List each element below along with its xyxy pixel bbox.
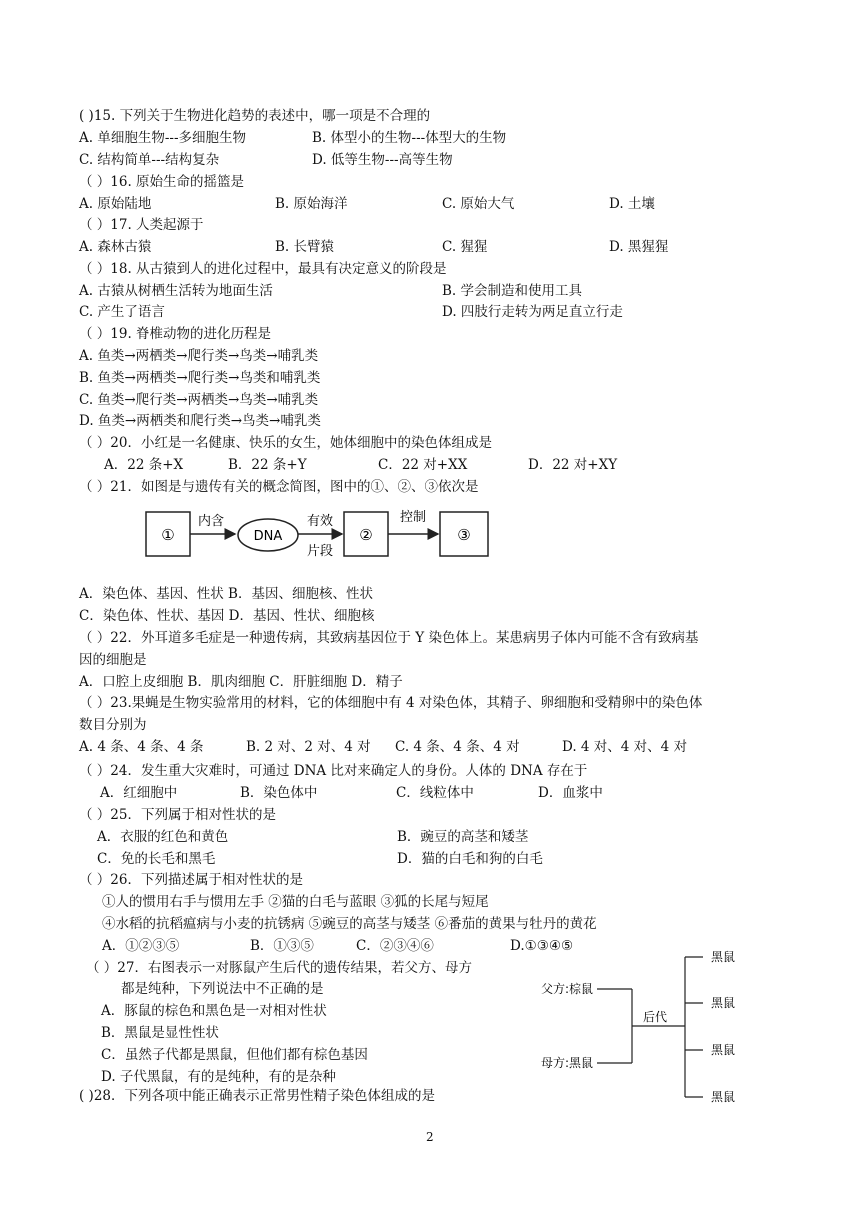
q17-option-d: D. 黑猩猩 <box>609 239 669 255</box>
q24-option-c: C．线粒体中 <box>396 785 474 801</box>
q17-option-b: B. 长臂猿 <box>275 239 335 255</box>
q21-box-3-label: ③ <box>457 526 471 544</box>
q26-option-d: D.①③④⑤ <box>510 938 574 954</box>
q21-options-row1: A．染色体、基因、性状 B．基因、细胞核、性状 <box>79 586 373 602</box>
q21-box-1-label: ① <box>161 526 175 544</box>
q26-option-c: C．②③④⑥ <box>356 938 434 954</box>
q15-option-b: B. 体型小的生物---体型大的生物 <box>312 130 507 146</box>
q28-stem: ( )28．下列各项中能正确表示正常男性精子染色体组成的是 <box>79 1088 436 1104</box>
q23-stem-line2: 数目分别为 <box>79 717 147 733</box>
q19-option-b: B. 鱼类→两栖类→爬行类→鸟类和哺乳类 <box>79 370 321 386</box>
q27-mother-label: 母方:黑鼠 <box>541 1056 594 1070</box>
q27-inheritance-diagram <box>535 945 760 1115</box>
q16-option-d: D. 土壤 <box>609 196 655 212</box>
q18-option-c: C. 产生了语言 <box>79 304 165 320</box>
q25-option-c: C．免的长毛和黑毛 <box>97 851 216 867</box>
q20-option-b: B．22 条+Y <box>228 457 307 473</box>
q20-option-d: D．22 对+XY <box>528 457 618 473</box>
q15-option-c: C. 结构简单---结构复杂 <box>79 152 220 168</box>
q18-stem: （ ）18. 从古猿到人的进化过程中，最具有决定意义的阶段是 <box>79 261 447 277</box>
q21-arrow-2-top-label: 有效 <box>306 514 334 529</box>
q21-dna-label: DNA <box>253 529 283 544</box>
q26-stem: （ ）26．下列描述属于相对性状的是 <box>79 872 303 888</box>
q18-option-d: D. 四肢行走转为两足直立行走 <box>442 304 623 320</box>
q25-option-d: D．猫的白毛和狗的白毛 <box>397 851 543 867</box>
q21-arrow-3-label: 控制 <box>399 510 427 525</box>
q16-option-c: C. 原始大气 <box>442 196 515 212</box>
q21-arrow-2-bottom-label: 片段 <box>306 544 334 559</box>
q20-stem: （ ）20．小红是一名健康、快乐的女生，她体细胞中的染色体组成是 <box>79 435 492 451</box>
q23-option-c: C. 4 条、4 条、4 对 <box>395 739 520 755</box>
page-number: 2 <box>426 1130 434 1144</box>
q27-father-label: 父方:棕鼠 <box>541 982 594 996</box>
q15-option-a: A. 单细胞生物---多细胞生物 <box>79 130 247 146</box>
q16-option-a: A. 原始陆地 <box>79 196 152 212</box>
q23-option-a: A. 4 条、4 条、4 条 <box>79 739 204 755</box>
q26-items-line1: ①人的惯用右手与惯用左手 ②猫的白毛与蓝眼 ③狐的长尾与短尾 <box>102 894 489 910</box>
q22-options: A．口腔上皮细胞 B．肌肉细胞 C．肝脏细胞 D．精子 <box>79 674 403 690</box>
q27-stem-line1: （ ）27．右图表示一对豚鼠产生后代的遗传结果，若父方、母方 <box>86 960 472 976</box>
q21-concept-diagram <box>140 500 500 568</box>
q21-stem: （ ）21．如图是与遗传有关的概念简图，图中的①、②、③依次是 <box>79 479 479 495</box>
q19-option-a: A. 鱼类→两栖类→爬行类→鸟类→哺乳类 <box>79 348 319 364</box>
q24-stem: （ ）24．发生重大灾难时，可通过 DNA 比对来确定人的身份。人体的 DNA 存在于 <box>79 763 588 779</box>
q27-child-2: 黑鼠 <box>711 996 736 1010</box>
q27-option-a: A．豚鼠的棕色和黑色是一对相对性状 <box>101 1003 327 1019</box>
q24-option-a: A．红细胞中 <box>100 785 178 801</box>
q25-option-b: B．豌豆的高茎和矮茎 <box>397 829 529 845</box>
q16-stem: （ ）16. 原始生命的摇篮是 <box>79 174 245 190</box>
q23-stem-line1: （ ）23.果蝇是生物实验常用的材料，它的体细胞中有 4 对染色体，其精子、卵细胞和受精卵中的染色体 <box>79 695 703 711</box>
q22-stem-line2: 因的细胞是 <box>79 652 147 668</box>
q24-option-b: B．染色体中 <box>240 785 318 801</box>
q18-option-a: A. 古猿从树栖生活转为地面生活 <box>79 283 273 299</box>
q18-option-b: B. 学会制造和使用工具 <box>442 283 583 299</box>
q26-option-b: B．①③⑤ <box>250 938 314 954</box>
q19-option-d: D. 鱼类→两栖类和爬行类→鸟类→哺乳类 <box>79 413 321 429</box>
q23-option-b: B. 2 对、2 对、4 对 <box>246 739 371 755</box>
q17-stem: （ ）17. 人类起源于 <box>79 217 204 233</box>
q21-options-row2: C．染色体、性状、基因 D．基因、性状、细胞核 <box>79 608 375 624</box>
q27-option-c: C．虽然子代都是黑鼠，但他们都有棕色基因 <box>101 1047 368 1063</box>
q27-child-4: 黑鼠 <box>711 1090 736 1104</box>
q20-option-c: C．22 对+XX <box>378 457 468 473</box>
q25-stem: （ ）25．下列属于相对性状的是 <box>79 807 276 823</box>
q19-option-c: C. 鱼类→爬行类→两栖类→鸟类→哺乳类 <box>79 392 319 408</box>
q27-child-1: 黑鼠 <box>711 950 736 964</box>
q22-stem-line1: （ ）22．外耳道多毛症是一种遗传病，其致病基因位于 Y 染色体上。某患病男子体内可能不含有致病基 <box>79 630 699 646</box>
q27-offspring-label: 后代 <box>643 1010 668 1024</box>
q23-option-d: D. 4 对、4 对、4 对 <box>562 739 688 755</box>
q21-box-2-label: ② <box>359 526 373 544</box>
q27-child-3: 黑鼠 <box>711 1043 736 1057</box>
q16-option-b: B. 原始海洋 <box>275 196 348 212</box>
q25-option-a: A．衣服的红色和黄色 <box>97 829 229 845</box>
q27-option-b: B．黑鼠是显性性状 <box>101 1025 219 1041</box>
q20-option-a: A．22 条+X <box>104 457 184 473</box>
q17-option-c: C. 猩猩 <box>442 239 488 255</box>
q15-stem: ( )15. 下列关于生物进化趋势的表述中，哪一项是不合理的 <box>79 108 431 124</box>
q26-items-line2: ④水稻的抗稻瘟病与小麦的抗锈病 ⑤豌豆的高茎与矮茎 ⑥番茄的黄果与牡丹的黄花 <box>102 916 597 932</box>
q21-arrow-1-label: 内含 <box>197 514 225 529</box>
q17-option-a: A. 森林古猿 <box>79 239 152 255</box>
q27-option-d: D. 子代黑鼠，有的是纯种，有的是杂种 <box>101 1069 336 1085</box>
q19-stem: （ ）19. 脊椎动物的进化历程是 <box>79 326 272 342</box>
q27-stem-line2: 都是纯种，下列说法中不正确的是 <box>121 981 324 997</box>
q26-option-a: A．①②③⑤ <box>102 938 180 954</box>
q15-option-d: D. 低等生物---高等生物 <box>312 152 453 168</box>
q24-option-d: D．血浆中 <box>538 785 603 801</box>
